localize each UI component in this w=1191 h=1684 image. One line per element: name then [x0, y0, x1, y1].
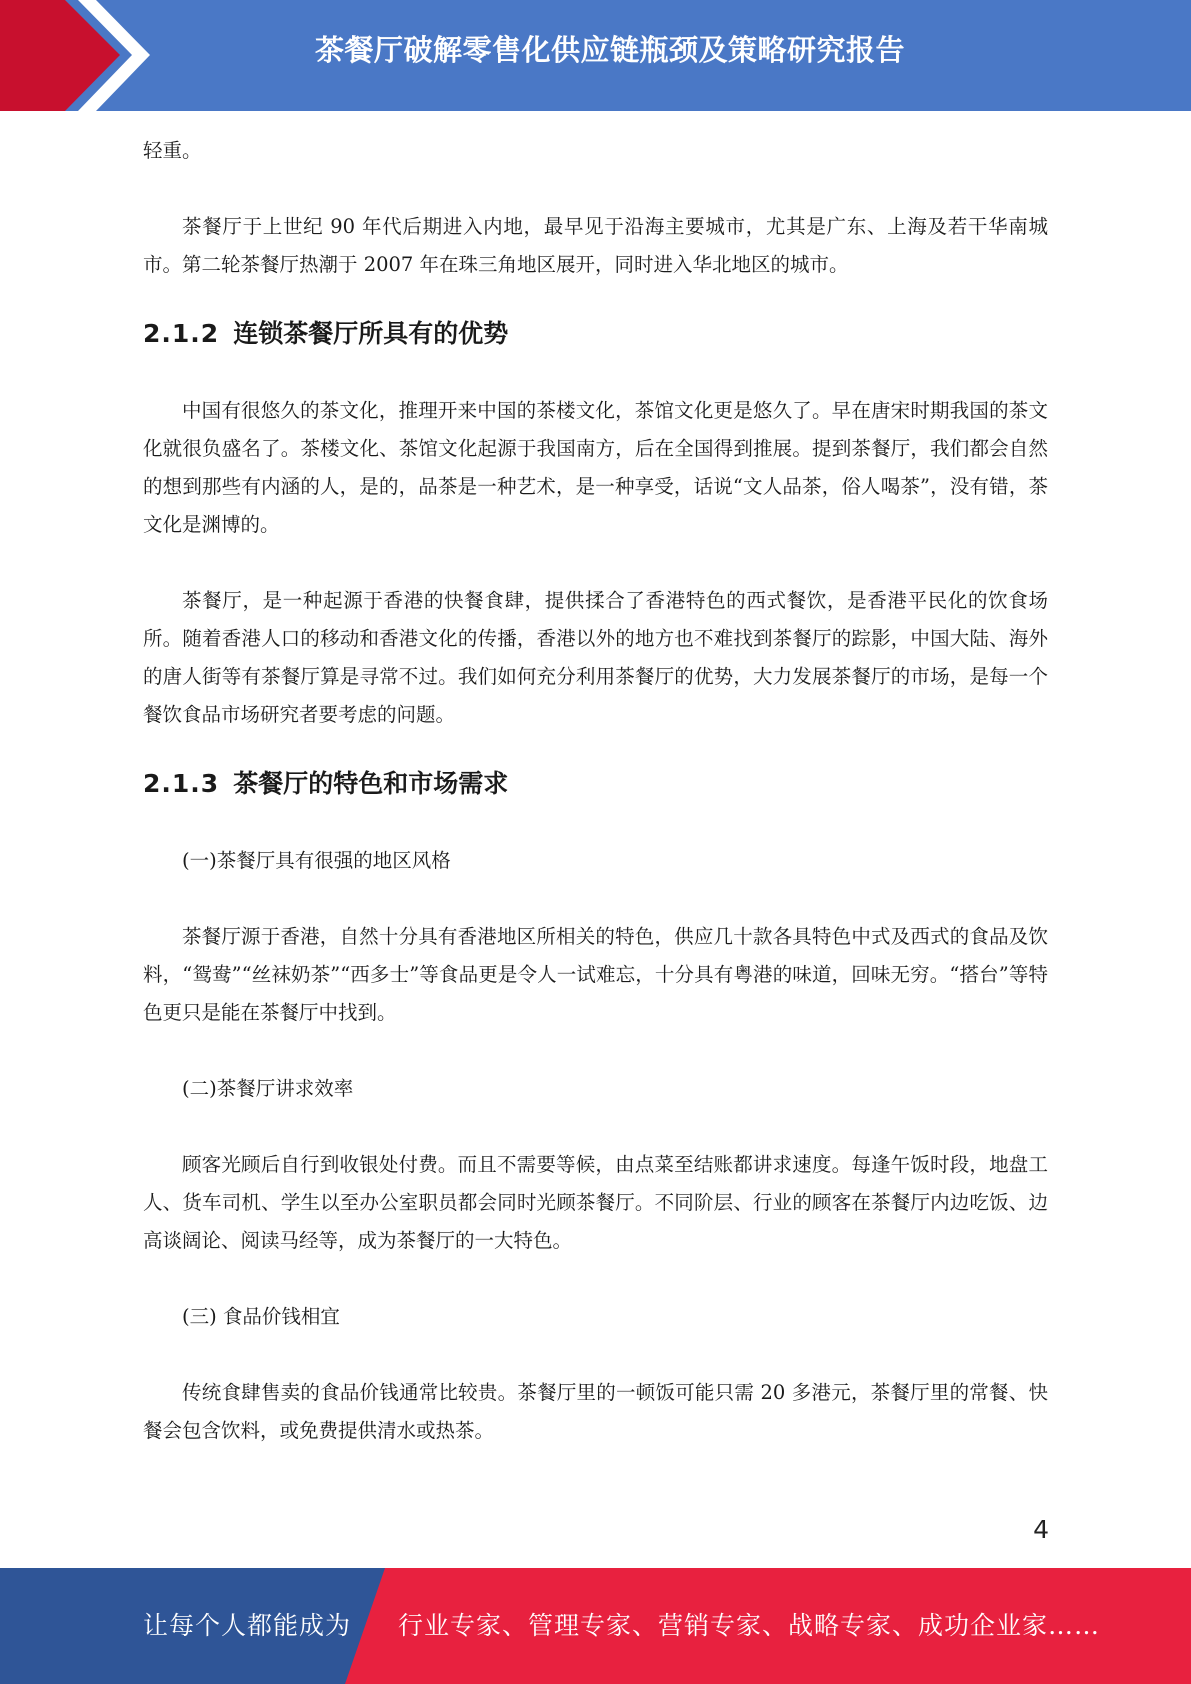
- subheading-regional-style: (一)茶餐厅具有很强的地区风格: [182, 849, 451, 872]
- footer-slogan-right: 行业专家、管理专家、营销专家、战略专家、成功企业家……: [398, 1611, 1101, 1640]
- page-header-band: [0, 0, 1191, 111]
- section-number: 2.1.2: [143, 319, 220, 348]
- paragraph-cha-chaan-teng: 茶餐厅，是一种起源于香港的快餐食肆，提供揉合了香港特色的西式餐饮，是香港平民化的饮食场所。随着香港人口的移动和香港文化的传播，香港以外的地方也不难找到茶餐厅的踪影，中国大陆、海外的唐人街等有茶餐厅算是寻常不过。我们如何充分利用茶餐厅的优势，大力发展茶餐厅的市场，是每一个餐饮食品市场研究者要考虑的问题。: [143, 589, 1048, 726]
- section-title: 茶餐厅的特色和市场需求: [233, 769, 509, 798]
- paragraph-tea-culture: 中国有很悠久的茶文化，推理开来中国的茶楼文化，茶馆文化更是悠久了。早在唐宋时期我国的茶文化就很负盛名了。茶楼文化、茶馆文化起源于我国南方，后在全国得到推展。提到茶餐厅，我们都会自然的想到那些有内涵的人，是的，品茶是一种艺术，是一种享受，话说“文人品茶，俗人喝茶”，没有错，茶文化是渊博的。: [143, 399, 1048, 536]
- paragraph-continued: 轻重。: [143, 139, 202, 162]
- paragraph-efficiency: 顾客光顾后自行到收银处付费。而且不需要等候，由点菜至结账都讲求速度。每逢午饭时段，地盘工人、货车司机、学生以至办公室职员都会同时光顾茶餐厅。不同阶层、行业的顾客在茶餐厅内边吃饭、边高谈阔论、阅读马经等，成为茶餐厅的一大特色。: [143, 1153, 1048, 1252]
- section-number: 2.1.3: [143, 769, 220, 798]
- paragraph-price: 传统食肆售卖的食品价钱通常比较贵。茶餐厅里的一顿饭可能只需 20 多港元，茶餐厅里的常餐、快餐会包含饮料，或免费提供清水或热茶。: [143, 1381, 1048, 1442]
- footer-slogan-left: 让每个人都能成为: [143, 1611, 352, 1640]
- paragraph-regional-style: 茶餐厅源于香港，自然十分具有香港地区所相关的特色，供应几十款各具特色中式及西式的食品及饮料，“鸳鸯”“丝袜奶茶”“西多士”等食品更是令人一试难忘，十分具有粤港的味道，回味无穷。“搭台”等特色更只是能在茶餐厅中找到。: [143, 925, 1048, 1024]
- report-title: 茶餐厅破解零售化供应链瓶颈及策略研究报告: [314, 33, 905, 67]
- header-arrow-decoration: [0, 0, 160, 111]
- document-body: [143, 132, 1048, 1450]
- section-heading-2-1-3: [143, 764, 1048, 804]
- paragraph-history: 茶餐厅于上世纪 90 年代后期进入内地，最早见于沿海主要城市，尤其是广东、上海及若干华南城市。第二轮茶餐厅热潮于 2007 年在珠三角地区展开，同时进入华北地区的城市。: [143, 215, 1048, 276]
- section-title: 连锁茶餐厅所具有的优势: [233, 319, 509, 348]
- page-number: 4: [1033, 1515, 1049, 1544]
- section-heading-2-1-2: [143, 314, 1048, 354]
- subheading-price: (三) 食品价钱相宜: [182, 1305, 340, 1328]
- subheading-efficiency: (二)茶餐厅讲求效率: [182, 1077, 354, 1100]
- page-footer-band: [0, 1568, 1191, 1684]
